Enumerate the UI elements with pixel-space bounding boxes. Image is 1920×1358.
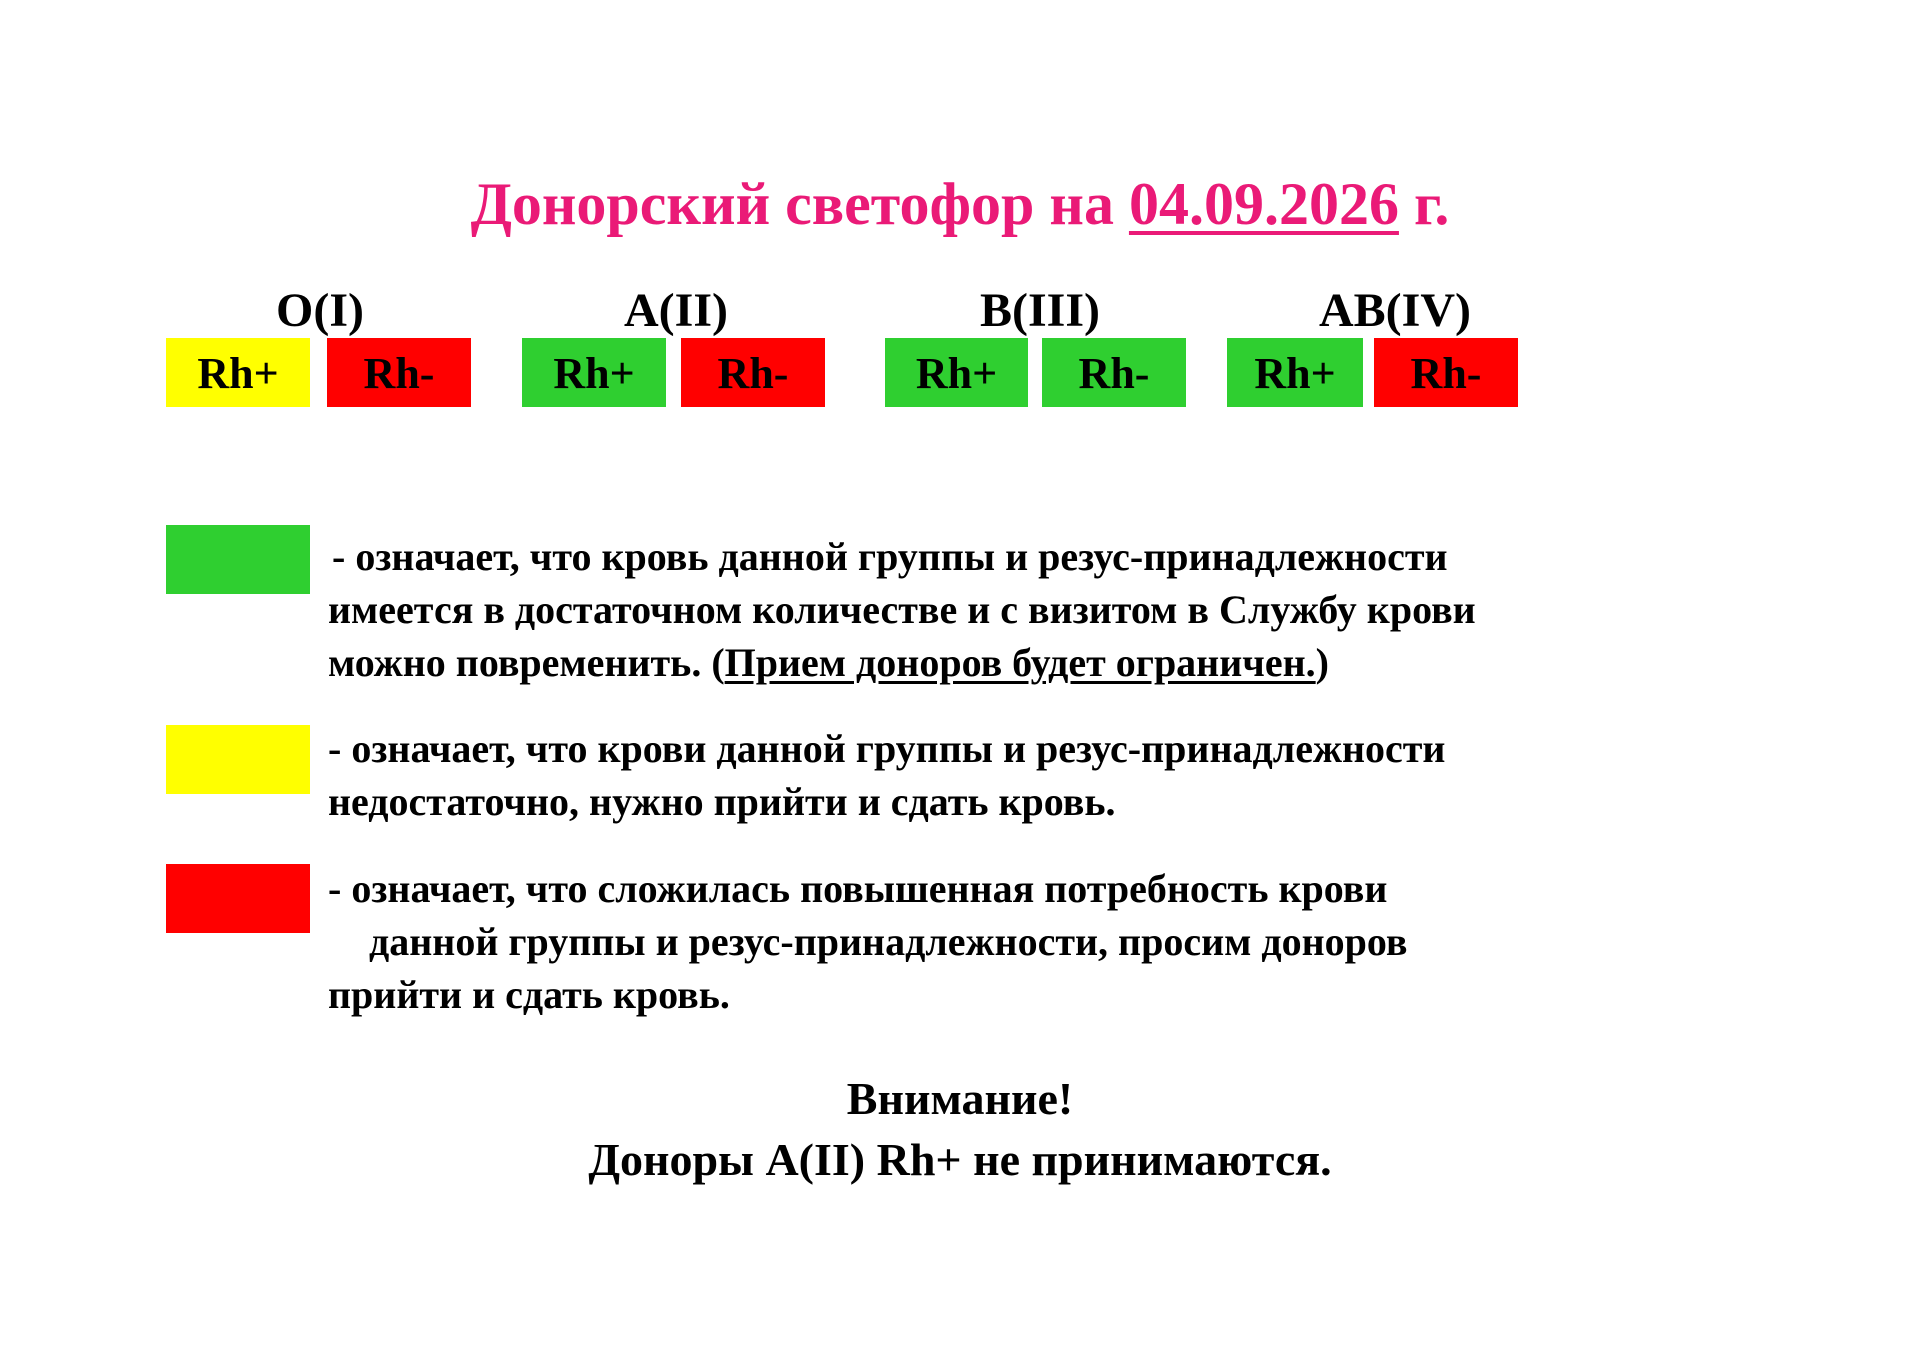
legend-text-red <box>328 862 1408 1021</box>
legend-swatch-red <box>166 864 310 933</box>
group-header-ab: AB(IV) <box>1319 284 1471 337</box>
legend-swatch-yellow <box>166 725 310 794</box>
group-b-rh-positive: Rh+ <box>885 338 1028 407</box>
legend-green-line-3-prefix: можно повременить. ( <box>328 640 725 685</box>
group-header-o: O(I) <box>276 284 364 337</box>
group-a-rh-positive: Rh+ <box>522 338 666 407</box>
group-ab-rh-negative: Rh- <box>1374 338 1518 407</box>
legend-green-line-3 <box>328 636 1476 689</box>
legend-swatch-green <box>166 525 310 594</box>
notice-heading: Внимание! <box>846 1073 1074 1124</box>
legend-red-line-3: прийти и сдать кровь. <box>328 972 730 1017</box>
group-o-rh-positive: Rh+ <box>166 338 310 407</box>
group-b-rh-negative: Rh- <box>1042 338 1186 407</box>
group-header-b: B(III) <box>979 284 1101 337</box>
title-suffix: г. <box>1413 171 1450 237</box>
page-title <box>0 164 1920 244</box>
legend-text-yellow <box>328 722 1445 828</box>
legend-yellow-line-2: недостаточно, нужно прийти и сдать кровь. <box>328 779 1116 824</box>
group-ab-rh-positive: Rh+ <box>1227 338 1363 407</box>
legend-text-green <box>328 530 1476 689</box>
legend-green-note: Прием доноров будет ограничен. <box>724 640 1316 685</box>
legend-red-line-2: данной группы и резус-принадлежности, просим доноров <box>369 919 1408 964</box>
legend-green-line-1: - означает, что кровь данной группы и резус-принадлежности <box>332 534 1448 579</box>
notice-text: Доноры А(II) Rh+ не принимаются. <box>588 1134 1332 1185</box>
notice <box>0 1068 1920 1190</box>
legend-red-line-1: - означает, что сложилась повышенная потребность крови <box>328 866 1388 911</box>
title-prefix: Донорский светофор на <box>470 171 1114 237</box>
group-o-rh-negative: Rh- <box>327 338 471 407</box>
legend-green-line-3-suffix: ) <box>1315 640 1329 685</box>
legend-green-line-2: имеется в достаточном количестве и с визитом в Службу крови <box>328 587 1476 632</box>
title-date: 04.09.2026 <box>1128 171 1399 237</box>
group-header-a: A(II) <box>624 284 728 337</box>
legend-yellow-line-1: - означает, что крови данной группы и резус-принадлежности <box>328 726 1446 771</box>
group-a-rh-negative: Rh- <box>681 338 825 407</box>
